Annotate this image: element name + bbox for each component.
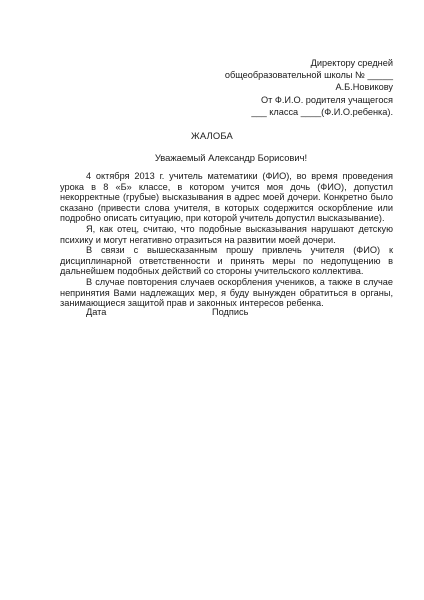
body-paragraph: В связи с вышесказанным прошу привлечь учителя (ФИО) к дисциплинарной ответственности и принять меры по недопущению в дальнейшем подобных действий со стороны учительского коллектива.: [60, 245, 393, 277]
body-paragraph: В случае повторения случаев оскорбления учеников, а также в случае непринятия Вами надлежащих мер, я буду вынужден обратиться в органы, занимающиеся защитой прав и законных интересов ребенка.: [60, 276, 393, 309]
addressee-line: От Ф.И.О. родителя учащегося: [260, 94, 393, 105]
body-paragraph: 4 октября 2013 г. учитель математики (ФИО), во время проведения урока в 8 «Б» классе, в котором учится моя дочь (ФИО), допустил некорректные (грубые) высказывания в адрес моей дочери. Конкретно было сказано (привести слова учителя, в которых содержится оскорбление или подробно описать ситуацию, при которой учитель допустил высказывание).: [60, 171, 393, 224]
document-body: [60, 171, 393, 309]
addressee-line: общеобразовательной школы № _____: [224, 70, 393, 81]
date-label: Дата: [86, 307, 107, 317]
salutation: Уважаемый Александр Борисович!: [154, 152, 308, 163]
addressee-block: [193, 57, 393, 118]
addressee-line: Директору средней: [310, 58, 393, 68]
addressee-line: ___ класса ____(Ф.И.О.ребенка).: [251, 106, 393, 117]
addressee-line: А.Б.Новикову: [335, 82, 393, 93]
document-title: ЖАЛОБА: [191, 130, 233, 141]
body-paragraph: Я, как отец, считаю, что подобные высказывания нарушают детскую психику и могут негативно отразиться на развитии моей дочери.: [60, 223, 393, 245]
signature-label: Подпись: [212, 307, 249, 317]
